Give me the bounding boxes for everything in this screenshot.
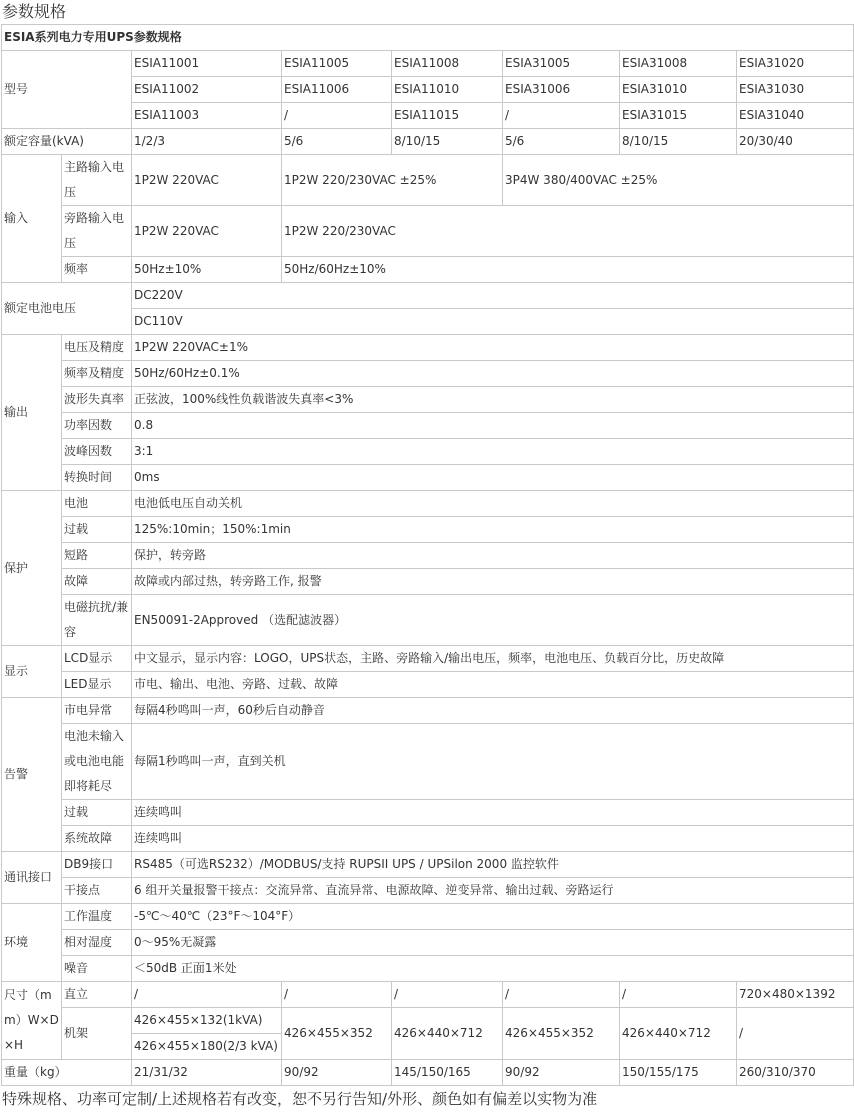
- input-freq-value: 50Hz/60Hz±10%: [282, 257, 854, 283]
- dimension-rack-label: 机架: [62, 1008, 132, 1060]
- capacity-cell: 20/30/40: [737, 129, 854, 155]
- output-value: 0.8: [132, 413, 854, 439]
- dimension-upright-cell: /: [282, 982, 392, 1008]
- protection-value: EN50091-2Approved （选配滤波器）: [132, 595, 854, 646]
- model-cell: ESIA31005: [503, 51, 620, 77]
- output-key: 转换时间: [62, 465, 132, 491]
- capacity-cell: 8/10/15: [392, 129, 503, 155]
- dimension-rack-cell: 426×440×712: [620, 1008, 737, 1060]
- display-key: LCD显示: [62, 646, 132, 672]
- output-label: 输出: [2, 335, 62, 491]
- weight-cell: 260/310/370: [737, 1060, 854, 1086]
- weight-label: 重量（kg）: [2, 1060, 132, 1086]
- model-cell: ESIA31010: [620, 77, 737, 103]
- protection-key: 电池: [62, 491, 132, 517]
- alarm-value: 连续鸣叫: [132, 800, 854, 826]
- input-bypass-value: 1P2W 220VAC: [132, 206, 282, 257]
- capacity-cell: 5/6: [282, 129, 392, 155]
- model-cell: ESIA11015: [392, 103, 503, 129]
- input-freq-value: 50Hz±10%: [132, 257, 282, 283]
- env-key: 相对湿度: [62, 930, 132, 956]
- model-cell: ESIA31020: [737, 51, 854, 77]
- output-key: 波形失真率: [62, 387, 132, 413]
- weight-cell: 90/92: [282, 1060, 392, 1086]
- output-key: 电压及精度: [62, 335, 132, 361]
- alarm-key: 电池未输入或电池电能即将耗尽: [62, 724, 132, 800]
- protection-key: 电磁抗扰/兼容: [62, 595, 132, 646]
- output-value: 正弦波，100%线性负载谐波失真率<3%: [132, 387, 854, 413]
- model-cell: ESIA11002: [132, 77, 282, 103]
- protection-key: 过载: [62, 517, 132, 543]
- env-value: 0～95%无凝露: [132, 930, 854, 956]
- model-cell: ESIA11010: [392, 77, 503, 103]
- protection-value: 保护，转旁路: [132, 543, 854, 569]
- dimension-upright-cell: /: [503, 982, 620, 1008]
- alarm-key: 过载: [62, 800, 132, 826]
- comm-key: 干接点: [62, 878, 132, 904]
- model-cell: ESIA31040: [737, 103, 854, 129]
- capacity-label: 额定容量(kVA): [2, 129, 132, 155]
- output-value: 1P2W 220VAC±1%: [132, 335, 854, 361]
- dimension-upright-label: 直立: [62, 982, 132, 1008]
- output-value: 3:1: [132, 439, 854, 465]
- dimension-rack-cell: 426×455×352: [282, 1008, 392, 1060]
- output-key: 功率因数: [62, 413, 132, 439]
- model-cell: ESIA31015: [620, 103, 737, 129]
- input-freq-label: 频率: [62, 257, 132, 283]
- model-cell: ESIA11001: [132, 51, 282, 77]
- env-value: ＜50dB 正面1米处: [132, 956, 854, 982]
- page-title: 参数规格: [2, 2, 67, 21]
- env-key: 噪音: [62, 956, 132, 982]
- model-cell: ESIA11006: [282, 77, 392, 103]
- env-value: -5℃～40℃（23°F～104°F）: [132, 904, 854, 930]
- env-key: 工作温度: [62, 904, 132, 930]
- dimension-label: 尺寸（mm）W×D×H: [2, 982, 62, 1060]
- output-key: 波峰因数: [62, 439, 132, 465]
- comm-label: 通讯接口: [2, 852, 62, 904]
- model-cell: ESIA11003: [132, 103, 282, 129]
- comm-value: 6 组开关量报警干接点：交流异常、直流异常、电源故障、逆变异常、输出过载、旁路运行: [132, 878, 854, 904]
- protection-key: 故障: [62, 569, 132, 595]
- display-value: 市电、输出、电池、旁路、过载、故障: [132, 672, 854, 698]
- dimension-rack-cell: 426×455×132(1kVA): [132, 1008, 282, 1034]
- weight-cell: 90/92: [503, 1060, 620, 1086]
- dimension-rack-cell: 426×455×352: [503, 1008, 620, 1060]
- input-main-label: 主路输入电压: [62, 155, 132, 206]
- dimension-upright-cell: 720×480×1392: [737, 982, 854, 1008]
- protection-value: 故障或内部过热，转旁路工作, 报警: [132, 569, 854, 595]
- capacity-cell: 1/2/3: [132, 129, 282, 155]
- footer-note: 特殊规格、功率可定制/上述规格若有改变，恕不另行告知/外形、颜色如有偏差以实物为准: [2, 1090, 598, 1108]
- display-key: LED显示: [62, 672, 132, 698]
- dimension-rack-cell: /: [737, 1008, 854, 1060]
- output-key: 频率及精度: [62, 361, 132, 387]
- alarm-value: 每隔1秒鸣叫一声，直到关机: [132, 724, 854, 800]
- battery-value: DC110V: [132, 309, 854, 335]
- dimension-rack-cell: 426×440×712: [392, 1008, 503, 1060]
- alarm-key: 系统故障: [62, 826, 132, 852]
- weight-cell: 145/150/165: [392, 1060, 503, 1086]
- protection-label: 保护: [2, 491, 62, 646]
- table-title: ESIA系列电力专用UPS参数规格: [2, 25, 854, 51]
- capacity-cell: 8/10/15: [620, 129, 737, 155]
- weight-cell: 150/155/175: [620, 1060, 737, 1086]
- model-cell: ESIA11008: [392, 51, 503, 77]
- capacity-cell: 5/6: [503, 129, 620, 155]
- input-main-value: 3P4W 380/400VAC ±25%: [503, 155, 854, 206]
- protection-value: 125%:10min；150%:1min: [132, 517, 854, 543]
- protection-value: 电池低电压自动关机: [132, 491, 854, 517]
- alarm-label: 告警: [2, 698, 62, 852]
- model-cell: ESIA31006: [503, 77, 620, 103]
- dimension-upright-cell: /: [132, 982, 282, 1008]
- model-cell: /: [503, 103, 620, 129]
- display-value: 中文显示，显示内容：LOGO，UPS状态，主路、旁路输入/输出电压，频率，电池电压、负载百分比，历史故障: [132, 646, 854, 672]
- input-bypass-value: 1P2W 220/230VAC: [282, 206, 854, 257]
- battery-label: 额定电池电压: [2, 283, 132, 335]
- input-main-value: 1P2W 220/230VAC ±25%: [282, 155, 503, 206]
- comm-value: RS485（可选RS232）/MODBUS/支持 RUPSII UPS / UPSilon 2000 监控软件: [132, 852, 854, 878]
- input-label: 输入: [2, 155, 62, 283]
- output-value: 0ms: [132, 465, 854, 491]
- battery-value: DC220V: [132, 283, 854, 309]
- alarm-key: 市电异常: [62, 698, 132, 724]
- model-cell: ESIA31030: [737, 77, 854, 103]
- output-value: 50Hz/60Hz±0.1%: [132, 361, 854, 387]
- env-label: 环境: [2, 904, 62, 982]
- model-cell: ESIA31008: [620, 51, 737, 77]
- alarm-value: 连续鸣叫: [132, 826, 854, 852]
- alarm-value: 每隔4秒鸣叫一声，60秒后自动静音: [132, 698, 854, 724]
- input-main-value: 1P2W 220VAC: [132, 155, 282, 206]
- input-bypass-label: 旁路输入电压: [62, 206, 132, 257]
- weight-cell: 21/31/32: [132, 1060, 282, 1086]
- dimension-rack-cell: 426×455×180(2/3 kVA): [132, 1034, 282, 1060]
- display-label: 显示: [2, 646, 62, 698]
- model-cell: ESIA11005: [282, 51, 392, 77]
- spec-table: [1, 24, 854, 1086]
- dimension-upright-cell: /: [392, 982, 503, 1008]
- model-label: 型号: [2, 51, 132, 129]
- dimension-upright-cell: /: [620, 982, 737, 1008]
- protection-key: 短路: [62, 543, 132, 569]
- model-cell: /: [282, 103, 392, 129]
- comm-key: DB9接口: [62, 852, 132, 878]
